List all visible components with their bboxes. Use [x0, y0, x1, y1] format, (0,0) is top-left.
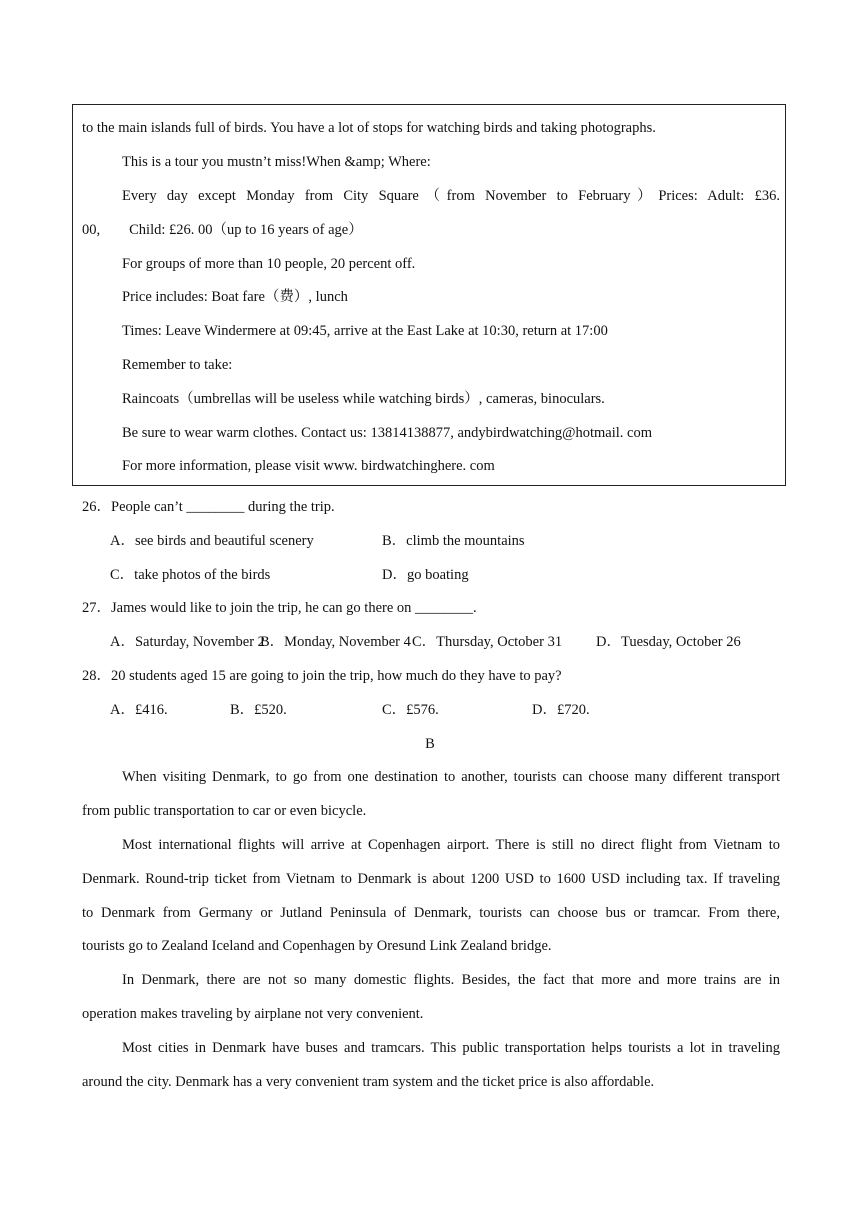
question-26-option-c: C．take photos of the birds — [110, 567, 271, 583]
passage-line: 00, Child: £26. 00（up to 16 years of age） — [82, 222, 363, 238]
passage-line: Remember to take: — [122, 357, 233, 373]
paragraph-line: In Denmark, there are not so many domestic flights. Besides, the fact that more and more trains are in — [122, 972, 780, 988]
passage-line: For groups of more than 10 people, 20 percent off. — [122, 256, 416, 272]
question-27-option-b: B．Monday, November 4 — [260, 634, 411, 650]
question-28-option-d: D．£720. — [532, 702, 590, 718]
question-26-option-a: A．see birds and beautiful scenery — [110, 533, 314, 549]
question-26-stem: 26．People can’t ________ during the trip. — [82, 499, 335, 515]
passage-line: Raincoats（umbrellas will be useless while watching birds）, cameras, binoculars. — [122, 391, 605, 407]
question-27-option-a: A．Saturday, November 2 — [110, 634, 265, 650]
passage-line: Times: Leave Windermere at 09:45, arrive at the East Lake at 10:30, return at 17:00 — [122, 323, 608, 339]
section-heading: B — [425, 736, 435, 752]
paragraph-line: to Denmark from Germany or Jutland Peninsula of Denmark, tourists can choose bus or tramcar. From there, — [82, 905, 780, 921]
paragraph-line: operation makes traveling by airplane not very convenient. — [82, 1006, 424, 1022]
paragraph-line: Most cities in Denmark have buses and tramcars. This public transportation helps tourists a lot in traveling — [122, 1040, 780, 1056]
paragraph-line: from public transportation to car or even bicycle. — [82, 803, 367, 819]
passage-line: to the main islands full of birds. You have a lot of stops for watching birds and taking photographs. — [82, 120, 656, 136]
question-28-option-c: C．£576. — [382, 702, 439, 718]
question-26-option-d: D．go boating — [382, 567, 469, 583]
paragraph-line: around the city. Denmark has a very convenient tram system and the ticket price is also affordable. — [82, 1074, 655, 1090]
question-28-option-b: B．£520. — [230, 702, 287, 718]
passage-line: Every day except Monday from City Square（from November to February）Prices: Adult: £36. — [122, 188, 780, 204]
question-27-option-c: C．Thursday, October 31 — [412, 634, 563, 650]
passage-line: Price includes: Boat fare（费）, lunch — [122, 289, 348, 305]
question-26-option-b: B．climb the mountains — [382, 533, 525, 549]
paragraph-line: Most international flights will arrive at Copenhagen airport. There is still no direct flight from Vietnam to — [122, 837, 780, 853]
passage-line: Be sure to wear warm clothes. Contact us: 13814138877, andybirdwatching@hotmail. com — [122, 425, 653, 441]
question-28-option-a: A．£416. — [110, 702, 168, 718]
paragraph-line: When visiting Denmark, to go from one destination to another, tourists can choose many different transport — [122, 769, 780, 785]
question-28-stem: 28．20 students aged 15 are going to join the trip, how much do they have to pay? — [82, 668, 562, 684]
paragraph-line: tourists go to Zealand Iceland and Copenhagen by Oresund Link Zealand bridge. — [82, 938, 552, 954]
question-27-stem: 27．James would like to join the trip, he can go there on ________. — [82, 600, 477, 616]
paragraph-line: Denmark. Round-trip ticket from Vietnam to Denmark is about 1200 USD to 1600 USD including tax. If traveling — [82, 871, 780, 887]
passage-line: For more information, please visit www. birdwatchinghere. com — [122, 458, 495, 474]
passage-line: This is a tour you mustn’t miss!When &amp; Where: — [122, 154, 431, 170]
question-27-option-d: D．Tuesday, October 26 — [596, 634, 741, 650]
